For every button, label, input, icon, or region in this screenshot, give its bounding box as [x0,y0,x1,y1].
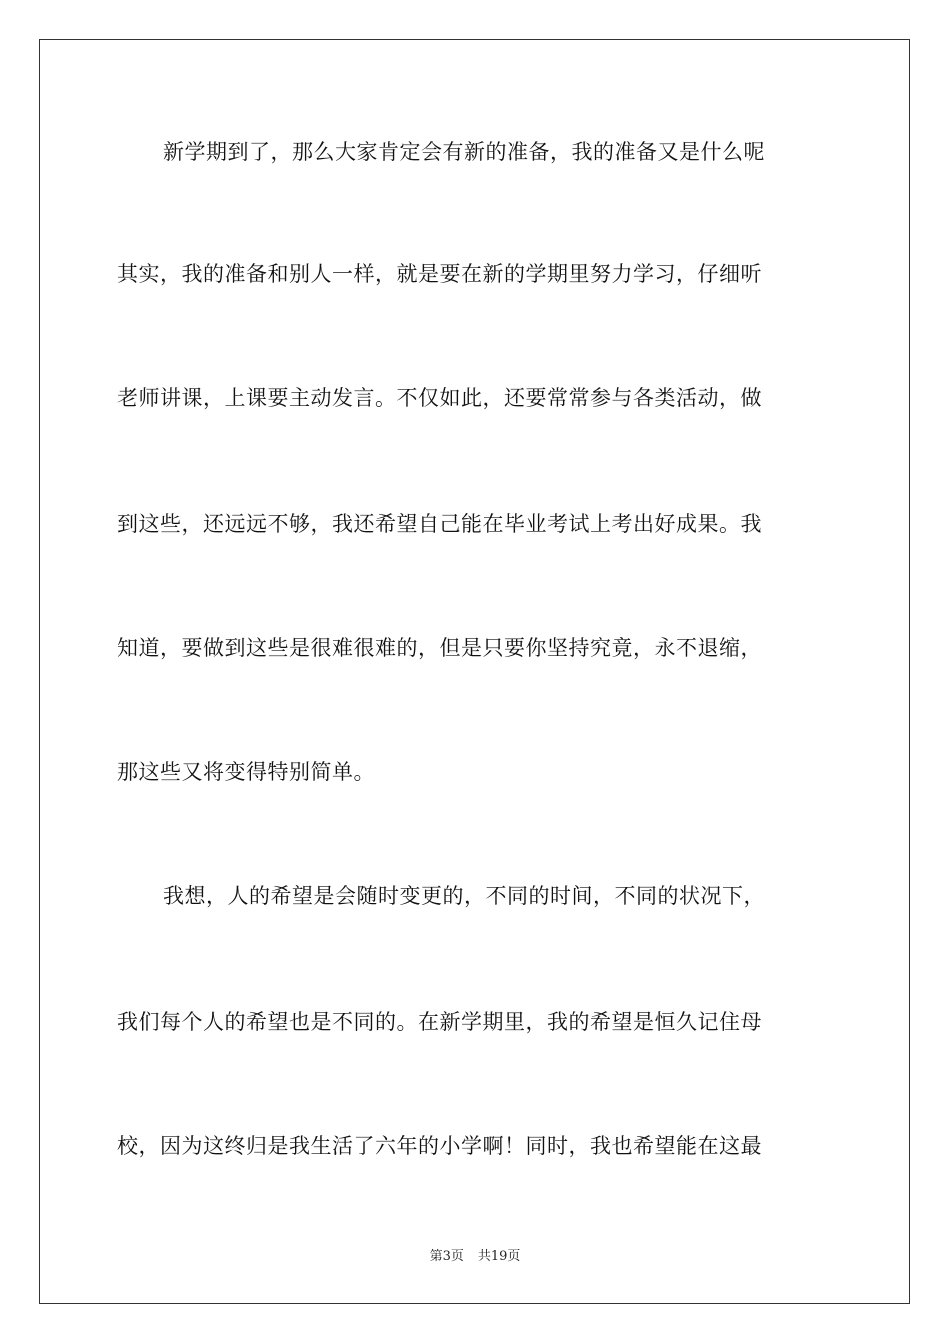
paragraph-line: 我想，人的希望是会随时变更的，不同的时间，不同的状况下， [163,884,765,908]
paragraph-line: 新学期到了，那么大家肯定会有新的准备，我的准备又是什么呢 [163,140,765,164]
page-number: 第3页 [429,1249,464,1264]
page-total: 共19页 [477,1249,521,1264]
paragraph-line: 知道，要做到这些是很难很难的，但是只要你坚持究竟，永不退缩， [117,636,762,660]
paragraph-line: 到这些，还远远不够，我还希望自己能在毕业考试上考出好成果。我 [117,512,762,536]
paragraph-line: 校，因为这终归是我生活了六年的小学啊！同时，我也希望能在这最 [117,1134,762,1158]
page-footer [0,1248,950,1266]
paragraph-line: 我们每个人的希望也是不同的。在新学期里，我的希望是恒久记住母 [117,1010,762,1034]
paragraph-line: 其实，我的准备和别人一样，就是要在新的学期里努力学习，仔细听 [117,262,762,286]
paragraph-line: 那这些又将变得特别简单。 [117,760,375,784]
paragraph-line: 老师讲课，上课要主动发言。不仅如此，还要常常参与各类活动，做 [117,386,762,410]
page-border [39,39,910,1304]
